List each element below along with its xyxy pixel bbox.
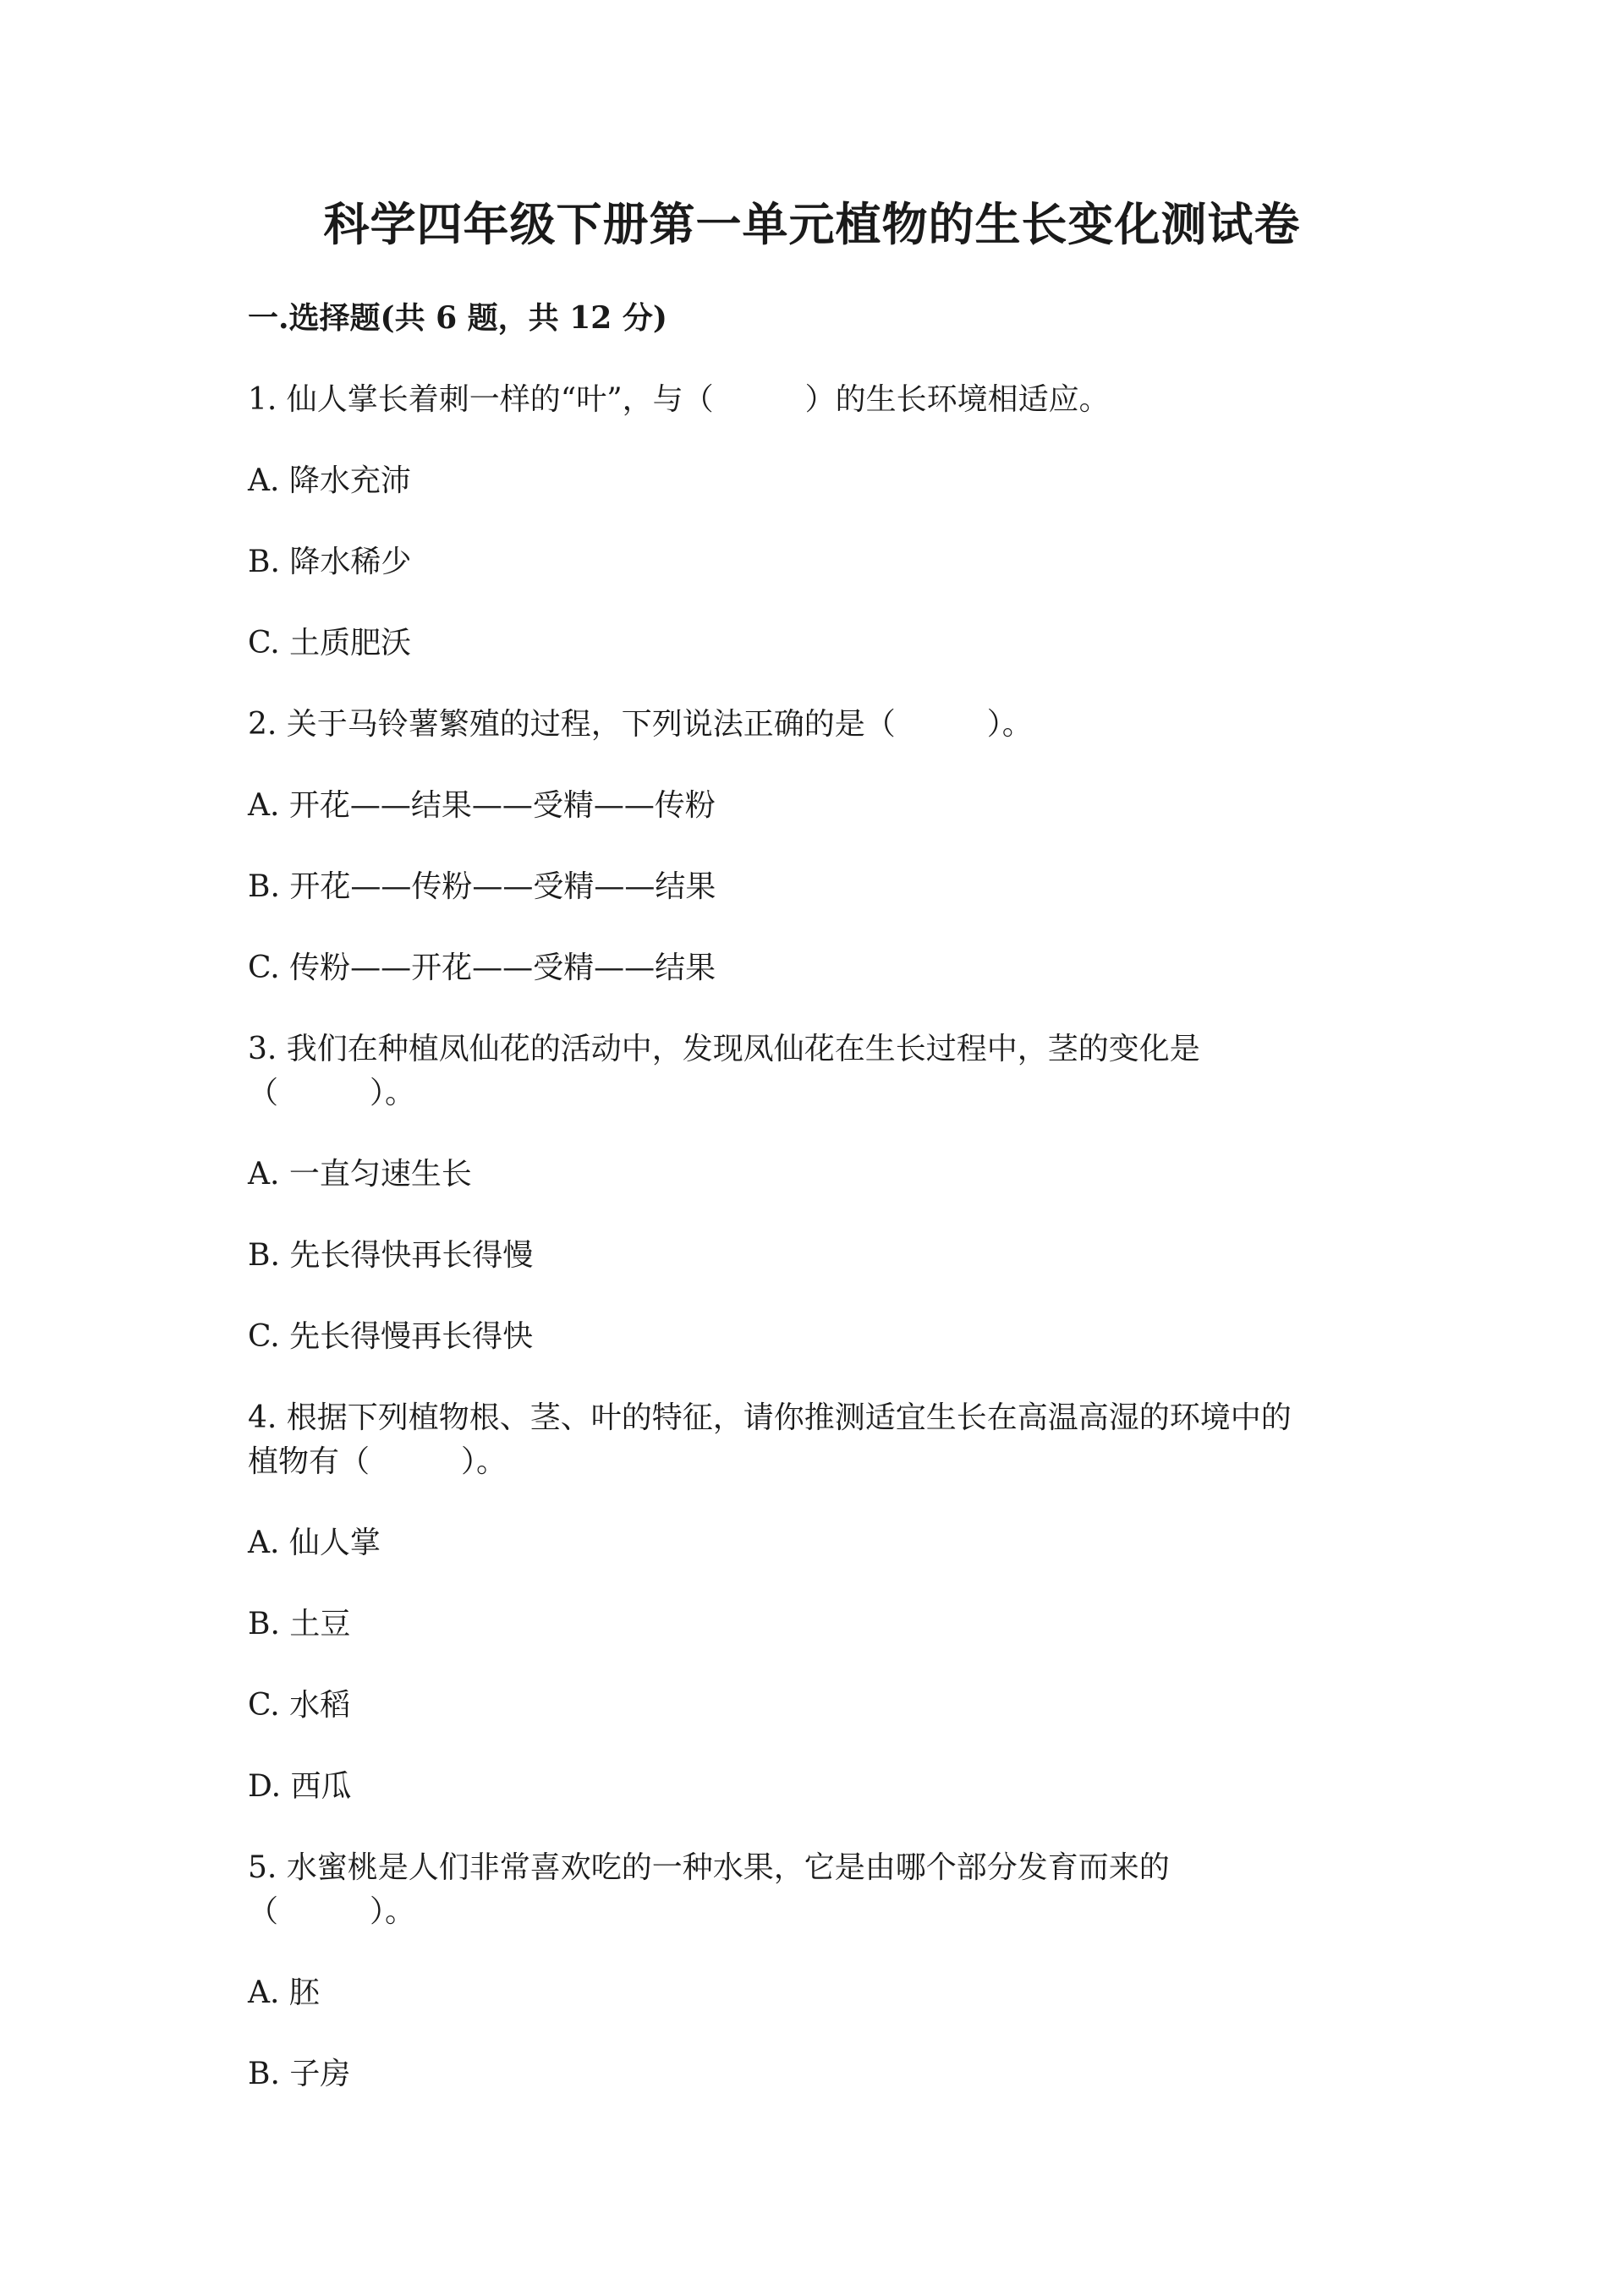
page-title: 科学四年级下册第一单元植物的生长变化测试卷 bbox=[323, 197, 1301, 251]
question-2-option-a[interactable]: A. 开花——结果——受精——传粉 bbox=[248, 788, 716, 823]
question-3-continuation: （ ）。 bbox=[248, 1076, 416, 1110]
question-4-option-d[interactable]: D. 西瓜 bbox=[248, 1769, 352, 1804]
question-1-option-c[interactable]: C. 土质肥沃 bbox=[248, 626, 412, 660]
question-4-option-c[interactable]: C. 水稻 bbox=[248, 1688, 351, 1723]
question-4: 4. 根据下列植物根、茎、叶的特征，请你推测适宜生长在高温高湿的环境中的 bbox=[248, 1400, 1292, 1435]
question-3: 3. 我们在种植凤仙花的活动中，发现凤仙花在生长过程中，茎的变化是 bbox=[248, 1032, 1200, 1066]
question-5-continuation: （ ）。 bbox=[248, 1894, 416, 1929]
question-5-option-a[interactable]: A. 胚 bbox=[248, 1975, 320, 2010]
question-5: 5. 水蜜桃是人们非常喜欢吃的一种水果，它是由哪个部分发育而来的 bbox=[248, 1850, 1170, 1885]
question-1-option-a[interactable]: A. 降水充沛 bbox=[248, 463, 411, 498]
question-3-option-b[interactable]: B. 先长得快再长得慢 bbox=[248, 1238, 534, 1273]
question-4-continuation: 植物有（ ）。 bbox=[248, 1444, 508, 1479]
question-3-option-c[interactable]: C. 先长得慢再长得快 bbox=[248, 1319, 534, 1354]
question-2: 2. 关于马铃薯繁殖的过程，下列说法正确的是（ ）。 bbox=[248, 707, 1033, 742]
question-4-option-a[interactable]: A. 仙人掌 bbox=[248, 1526, 381, 1560]
question-1-option-b[interactable]: B. 降水稀少 bbox=[248, 545, 412, 579]
question-4-option-b[interactable]: B. 土豆 bbox=[248, 1607, 351, 1641]
question-5-option-b[interactable]: B. 子房 bbox=[248, 2057, 351, 2091]
question-3-option-a[interactable]: A. 一直匀速生长 bbox=[248, 1157, 472, 1192]
question-1: 1. 仙人掌长着刺一样的“叶”，与（ ）的生长环境相适应。 bbox=[248, 382, 1110, 417]
question-2-option-b[interactable]: B. 开花——传粉——受精——结果 bbox=[248, 869, 716, 904]
question-2-option-c[interactable]: C. 传粉——开花——受精——结果 bbox=[248, 951, 716, 985]
section-heading: 一.选择题(共 6 题，共 12 分) bbox=[248, 300, 667, 336]
